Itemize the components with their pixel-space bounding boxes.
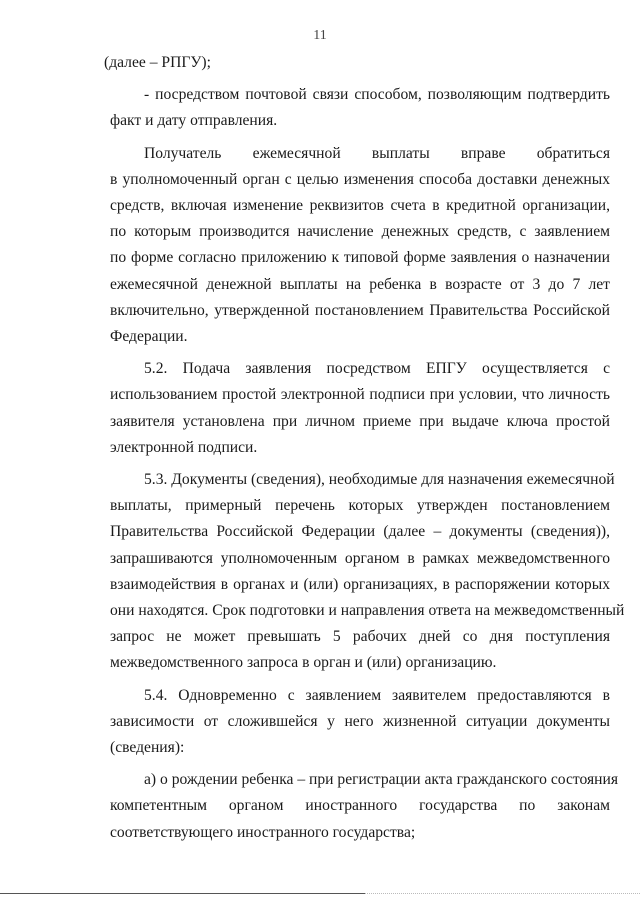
text-line: ежемесячной денежной выплаты на ребенка в возрасте от 3 до 7 лет — [110, 275, 610, 293]
text-line: (далее – РПГУ); — [104, 54, 211, 71]
text-line: межведомственного запроса в орган и (или) организацию. — [110, 654, 497, 672]
text-line: зависимости от сложившейся у него жизненной ситуации документы — [110, 712, 610, 730]
text-line: соответствующего иностранного государства; — [110, 823, 416, 841]
text-line: выплаты, примерный перечень которых утвержден постановлением — [110, 497, 610, 515]
footer-rule-faint — [365, 893, 640, 894]
text-line: Получатель ежемесячной выплаты вправе обратиться — [144, 144, 610, 162]
paragraph-rpgu-tail — [104, 50, 604, 76]
document-body — [104, 50, 625, 846]
text-line: (сведения): — [110, 739, 185, 757]
text-line: они находятся. Срок подготовки и направления ответа на межведомственный — [110, 602, 625, 620]
footer-rule — [0, 893, 365, 894]
text-line: средств, включая изменение реквизитов счета в кредитной организации, — [110, 197, 610, 215]
text-line: электронной подписи. — [110, 438, 258, 456]
text-line: Федерации. — [110, 328, 188, 346]
text-line: Правительства Российской Федерации (далее – документы (сведения)), — [110, 523, 610, 541]
page-number: 11 — [313, 28, 327, 43]
text-line: включительно, утвержденной постановлением Правительства Российской — [110, 301, 610, 319]
paragraph-5-2 — [110, 356, 610, 461]
text-line: по которым производится начисление денежных средств, с заявлением — [110, 223, 610, 241]
text-line: компетентным органом иностранного государства по законам — [110, 797, 610, 815]
paragraph-5-3 — [110, 467, 625, 677]
text-line: запрос не может превышать 5 рабочих дней со дня поступления — [110, 628, 610, 646]
text-line: 5.4. Одновременно с заявлением заявителем предоставляются в — [144, 686, 610, 704]
text-line: по форме согласно приложению к типовой форме заявления о назначении — [110, 249, 610, 267]
paragraph-5-4 — [110, 683, 610, 762]
paragraph-postal — [110, 82, 610, 134]
text-line: факт и дату отправления. — [110, 112, 278, 130]
paragraph-item-a — [110, 767, 619, 846]
text-line: взаимодействия в органах и (или) организациях, в распоряжении которых — [110, 575, 610, 593]
text-line: а) о рождении ребенка – при регистрации акта гражданского состояния — [144, 771, 619, 789]
text-line: 5.2. Подача заявления посредством ЕПГУ осуществляется с — [144, 360, 610, 378]
text-line: использованием простой электронной подписи при условии, что личность — [110, 386, 610, 404]
text-line: запрашиваются уполномоченным органом в рамках межведомственного — [110, 549, 610, 567]
text-line: в уполномоченный орган с целью изменения способа доставки денежных — [110, 170, 610, 188]
text-line: 5.3. Документы (сведения), необходимые для назначения ежемесячной — [144, 471, 615, 489]
text-line: - посредством почтовой связи способом, позволяющим подтвердить — [144, 86, 610, 104]
paragraph-recipient — [110, 141, 610, 351]
text-line: заявителя установлена при личном приеме при выдаче ключа простой — [110, 412, 610, 430]
